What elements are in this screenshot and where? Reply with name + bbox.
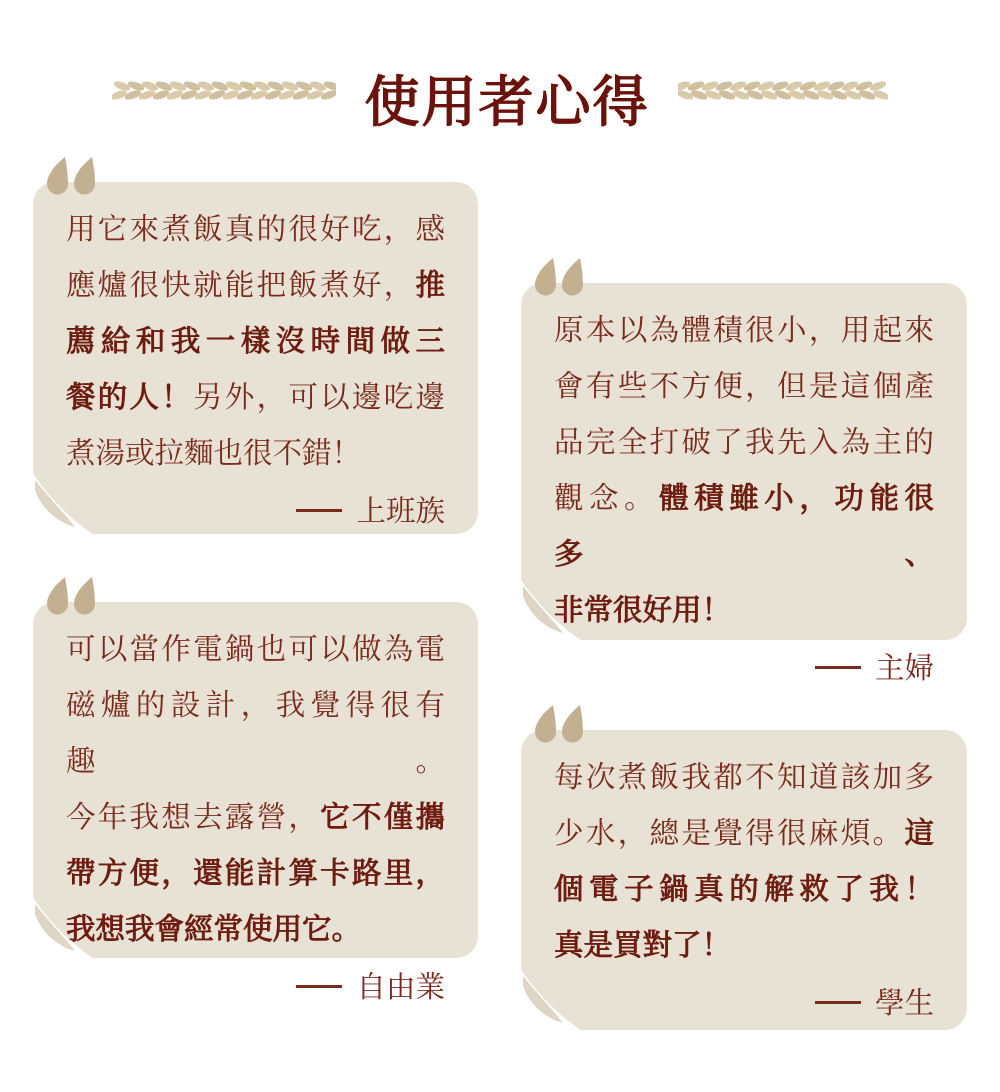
testimonial-line [66, 846, 445, 902]
testimonial-text: 會有些不方便，但是這個產 [554, 370, 934, 403]
testimonial-line [66, 678, 445, 790]
wheat-garland-left-icon [112, 80, 336, 102]
testimonial-text: 少水，總是覺得很麻煩。 [554, 817, 905, 850]
testimonial-line [554, 415, 934, 471]
signature-dash [296, 509, 342, 512]
section-title: 使用者心得 [364, 71, 650, 133]
folded-corner-icon [33, 474, 93, 534]
testimonial-text: 用它來煮飯真的很好吃，感 [66, 213, 445, 246]
testimonial-author-row [66, 484, 445, 540]
testimonial-line [66, 622, 445, 678]
testimonial-card-housewife [521, 283, 967, 685]
testimonial-author: 上班族 [356, 495, 445, 528]
testimonial-text: 煮湯或拉麵也很不錯！ [66, 437, 362, 470]
testimonial-line [66, 426, 445, 482]
testimonial-body [554, 750, 934, 974]
signature-dash [296, 985, 342, 988]
testimonial-body [66, 202, 445, 482]
testimonial-bold-text: 體積雖小，功能很多、 [554, 482, 934, 571]
testimonial-text: 每次煮飯我都不知道該加多 [554, 761, 934, 794]
testimonial-author-row [66, 960, 445, 1016]
testimonial-text: 另外，可以邊吃邊 [193, 381, 445, 414]
signature-dash [815, 666, 861, 669]
testimonial-line [554, 471, 934, 583]
folded-corner-icon [521, 970, 581, 1030]
testimonial-body [554, 303, 934, 639]
testimonial-body [66, 622, 445, 958]
testimonial-bold-text: 薦給和我一樣沒時間做三 [66, 325, 445, 358]
open-quote-icon [533, 257, 585, 297]
testimonial-author: 自由業 [356, 971, 445, 1004]
testimonial-line [554, 583, 934, 639]
testimonial-line [66, 902, 445, 958]
testimonial-line [66, 202, 445, 258]
testimonial-line [554, 359, 934, 415]
testimonial-line [554, 303, 934, 359]
testimonial-bold-text: 個電子鍋真的解救了我！ [554, 873, 934, 906]
section-header [0, 52, 1000, 142]
testimonial-text: 可以當作電鍋也可以做為電 [66, 633, 445, 666]
testimonial-line [554, 918, 934, 974]
testimonial-text: 品完全打破了我先入為主的 [554, 426, 934, 459]
testimonial-text: 今年我想去露營， [66, 801, 321, 834]
testimonial-author: 學生 [874, 987, 934, 1020]
testimonial-bold-text: 它不僅攜 [320, 801, 445, 834]
testimonial-author-row [554, 976, 934, 1032]
testimonial-card-office-worker [33, 182, 478, 534]
testimonial-text: 應爐很快就能把飯煮好， [66, 269, 416, 302]
testimonial-card-freelancer [33, 602, 478, 1004]
testimonial-line [66, 314, 445, 370]
signature-dash [815, 1001, 861, 1004]
testimonial-author-row [554, 641, 934, 697]
testimonial-line [554, 806, 934, 862]
testimonial-bold-text: 帶方便，還能計算卡路里， [66, 857, 445, 890]
testimonial-bold-text: 非常很好用！ [554, 594, 732, 627]
folded-corner-icon [33, 898, 93, 958]
testimonial-line [554, 862, 934, 918]
testimonial-bold-text: 我想我會經常使用它。 [66, 913, 362, 946]
testimonial-bold-text: 推 [415, 269, 445, 302]
folded-corner-icon [521, 580, 581, 640]
testimonial-bold-text: 這 [904, 817, 934, 850]
testimonial-text: 原本以為體積很小，用起來 [554, 314, 934, 347]
testimonial-line [66, 790, 445, 846]
testimonial-card-student [521, 730, 967, 1030]
open-quote-icon [45, 156, 97, 196]
testimonial-bold-text: 真是買對了！ [554, 929, 732, 962]
testimonial-author: 主婦 [874, 652, 934, 685]
testimonial-text: 觀念。 [554, 482, 660, 515]
testimonial-text: 磁爐的設計，我覺得很有趣。 [66, 689, 445, 778]
testimonial-line [66, 258, 445, 314]
testimonial-line [554, 750, 934, 806]
testimonial-line [66, 370, 445, 426]
testimonial-bold-text: 餐的人！ [66, 381, 194, 414]
open-quote-icon [45, 576, 97, 616]
wheat-garland-right-icon [678, 80, 888, 102]
open-quote-icon [533, 704, 585, 744]
